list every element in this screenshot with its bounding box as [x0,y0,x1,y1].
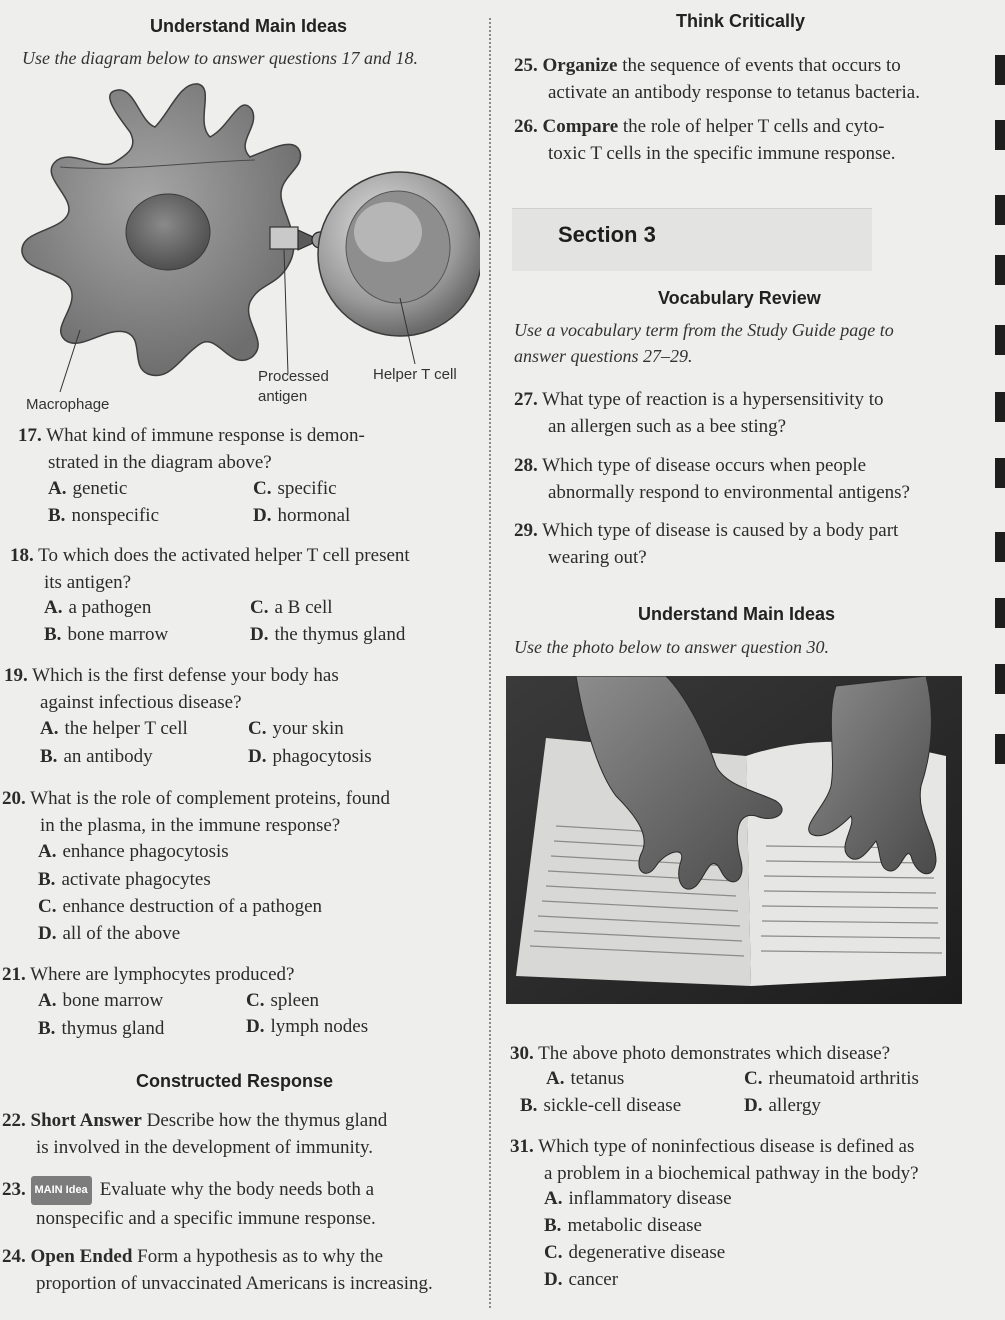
think-critically-heading: Think Critically [676,11,806,31]
option-letter: D. [744,1095,763,1116]
vocab-instructions-line2: answer questions 27–29. [514,346,693,366]
option-text: hormonal [277,505,351,526]
question-text: an allergen such as a bee sting? [548,416,787,437]
option-text: cancer [568,1269,619,1290]
question-text: the role of helper T cells and cyto- [622,116,885,137]
option-letter: B. [38,869,56,890]
question-text: The above photo demonstrates which disease? [538,1043,891,1064]
option-c[interactable] [253,478,337,500]
option-letter: B. [520,1095,538,1116]
question-text: wearing out? [548,547,647,568]
helper-t-cell [318,172,480,336]
option-letter: D. [246,1016,265,1037]
option-c[interactable] [38,896,322,918]
question-number: 20. [2,788,26,809]
option-c[interactable] [248,718,344,740]
question-text: proportion of unvaccinated Americans is increasing. [36,1273,433,1294]
option-letter: A. [44,597,63,618]
question-text: Which type of disease occurs when people [542,455,867,476]
option-letter: A. [544,1188,563,1209]
question-number: 28. [514,455,538,476]
question-text: its antigen? [44,572,132,593]
option-text: metabolic disease [567,1215,702,1236]
option-a[interactable] [546,1068,624,1090]
question-number: 19. [4,665,28,686]
option-a[interactable] [48,478,127,500]
option-letter: B. [544,1215,562,1236]
option-a[interactable] [38,841,229,863]
option-text: a B cell [274,597,333,618]
diagram-instructions: Use the diagram below to answer questions 17 and 18. [22,48,418,68]
option-text: nonspecific [71,505,160,526]
option-letter: C. [253,478,272,499]
option-text: bone marrow [62,990,164,1011]
question-number: 17. [18,425,42,446]
question-text: strated in the diagram above? [48,452,272,473]
vocabulary-review-heading: Vocabulary Review [658,288,821,308]
question-19 [4,662,484,716]
option-letter: B. [44,624,62,645]
option-letter: A. [38,841,57,862]
question-text: in the plasma, in the immune response? [40,815,341,836]
option-b[interactable] [48,505,159,527]
question-number: 18. [10,545,34,566]
question-number: 27. [514,389,538,410]
option-letter: D. [38,923,57,944]
option-letter: A. [38,990,57,1011]
question-keyword: Open Ended [30,1246,133,1267]
option-text: lymph nodes [270,1016,369,1037]
option-letter: B. [38,1018,56,1039]
vocab-instructions-line1: Use a vocabulary term from the Study Guide page to [514,320,894,340]
question-number: 23. [2,1179,26,1200]
question-18 [10,542,485,596]
question-text: Which is the first defense your body has [32,665,339,686]
macrophage-cell [22,84,301,376]
label-antigen: antigen [258,388,308,405]
option-c[interactable] [246,990,319,1012]
option-b[interactable] [38,1018,164,1040]
option-letter: D. [253,505,272,526]
option-c[interactable] [744,1068,919,1090]
option-letter: A. [40,718,59,739]
question-text: Evaluate why the body needs both a [99,1179,375,1200]
question-number: 26. [514,116,538,137]
option-letter: B. [48,505,66,526]
main-idea-badge: MAIN Idea [31,1176,92,1205]
option-letter: C. [744,1068,763,1089]
option-text: phagocytosis [272,746,372,767]
question-text: Describe how the thymus gland [146,1110,388,1131]
question-number: 31. [510,1136,534,1157]
option-letter: D. [248,746,267,767]
question-text: nonspecific and a specific immune response. [36,1208,376,1229]
question-text: the sequence of events that occurs to [622,55,901,76]
question-keyword: Compare [542,116,619,137]
question-text: Form a hypothesis as to why the [137,1246,384,1267]
option-letter: B. [40,746,58,767]
option-text: enhance destruction of a pathogen [62,896,323,917]
question-number: 24. [2,1246,26,1267]
option-text: all of the above [62,923,181,944]
question-text: Which type of disease is caused by a body part [542,520,899,541]
question-text: against infectious disease? [40,692,242,713]
option-letter: C. [250,597,269,618]
binder-tabs [991,0,1005,1320]
constructed-response-heading: Constructed Response [136,1071,334,1091]
option-text: specific [277,478,337,499]
option-d[interactable] [253,505,350,527]
question-text: Where are lymphocytes produced? [30,964,295,985]
option-text: a pathogen [68,597,152,618]
option-text: inflammatory disease [568,1188,732,1209]
question-text: toxic T cells in the specific immune response. [548,143,896,164]
question-text: abnormally respond to environmental antigens? [548,482,910,503]
option-text: spleen [270,990,320,1011]
label-processed: Processed [258,368,329,385]
option-b[interactable] [44,624,168,646]
option-text: activate phagocytes [61,869,211,890]
question-23 [2,1176,488,1232]
option-d[interactable] [38,923,180,945]
label-helper-t-cell: Helper T cell [373,366,457,383]
question-text: What type of reaction is a hypersensitivity to [542,389,884,410]
option-b[interactable] [544,1215,702,1237]
question-text: To which does the activated helper T cell present [38,545,410,566]
question-17 [18,422,483,476]
question-text: Which type of noninfectious disease is defined as [538,1136,915,1157]
option-text: the thymus gland [274,624,406,645]
option-text: thymus gland [61,1018,165,1039]
question-keyword: Short Answer [30,1110,142,1131]
option-d[interactable] [544,1269,618,1291]
question-number: 30. [510,1043,534,1064]
option-letter: A. [546,1068,565,1089]
option-text: rheumatoid arthritis [768,1068,919,1089]
left-column [0,0,488,1320]
option-text: allergy [768,1095,821,1116]
question-22 [2,1107,488,1161]
question-keyword: Organize [542,55,618,76]
question-31 [510,1133,990,1187]
macrophage-diagram [20,82,480,392]
question-30 [510,1040,990,1067]
question-text: What kind of immune response is demon- [46,425,365,446]
question-text: is involved in the development of immunity. [36,1137,374,1158]
option-letter: C. [246,990,265,1011]
question-20 [2,785,488,839]
option-text: bone marrow [67,624,169,645]
option-a[interactable] [44,597,151,619]
option-a[interactable] [40,718,188,740]
question-number: 25. [514,55,538,76]
right-column-lower [494,0,1005,1320]
understand-main-ideas-heading: Understand Main Ideas [150,16,348,36]
option-letter: A. [48,478,67,499]
option-text: your skin [272,718,344,739]
section-title: Section 3 [558,222,656,247]
question-24 [2,1243,488,1297]
option-c[interactable] [544,1242,725,1264]
option-b[interactable] [38,869,211,891]
question-number: 21. [2,964,26,985]
photo-instructions: Use the photo below to answer question 30. [514,637,829,657]
option-letter: C. [38,896,57,917]
option-b[interactable] [40,746,153,768]
option-text: degenerative disease [568,1242,726,1263]
question-text: a problem in a biochemical pathway in the body? [544,1163,919,1184]
option-b[interactable] [520,1095,681,1117]
understand-main-ideas-heading-2: Understand Main Ideas [638,604,836,624]
option-d[interactable] [744,1095,821,1117]
option-c[interactable] [250,597,333,619]
option-letter: D. [250,624,269,645]
question-number: 22. [2,1110,26,1131]
option-letter: D. [544,1269,563,1290]
option-text: the helper T cell [64,718,188,739]
option-letter: C. [544,1242,563,1263]
label-macrophage: Macrophage [26,396,110,413]
option-text: genetic [72,478,128,499]
question-text: activate an antibody response to tetanus bacteria. [548,82,920,103]
option-d[interactable] [250,624,405,646]
column-divider [489,18,491,1308]
option-a[interactable] [544,1188,732,1210]
option-text: tetanus [570,1068,625,1089]
option-text: enhance phagocytosis [62,841,229,862]
option-text: sickle-cell disease [543,1095,682,1116]
option-letter: C. [248,718,267,739]
option-d[interactable] [246,1016,368,1038]
question-21 [2,961,488,988]
option-d[interactable] [248,746,372,768]
question-number: 29. [514,520,538,541]
option-text: an antibody [63,746,153,767]
question-text: What is the role of complement proteins, found [30,788,391,809]
option-a[interactable] [38,990,163,1012]
